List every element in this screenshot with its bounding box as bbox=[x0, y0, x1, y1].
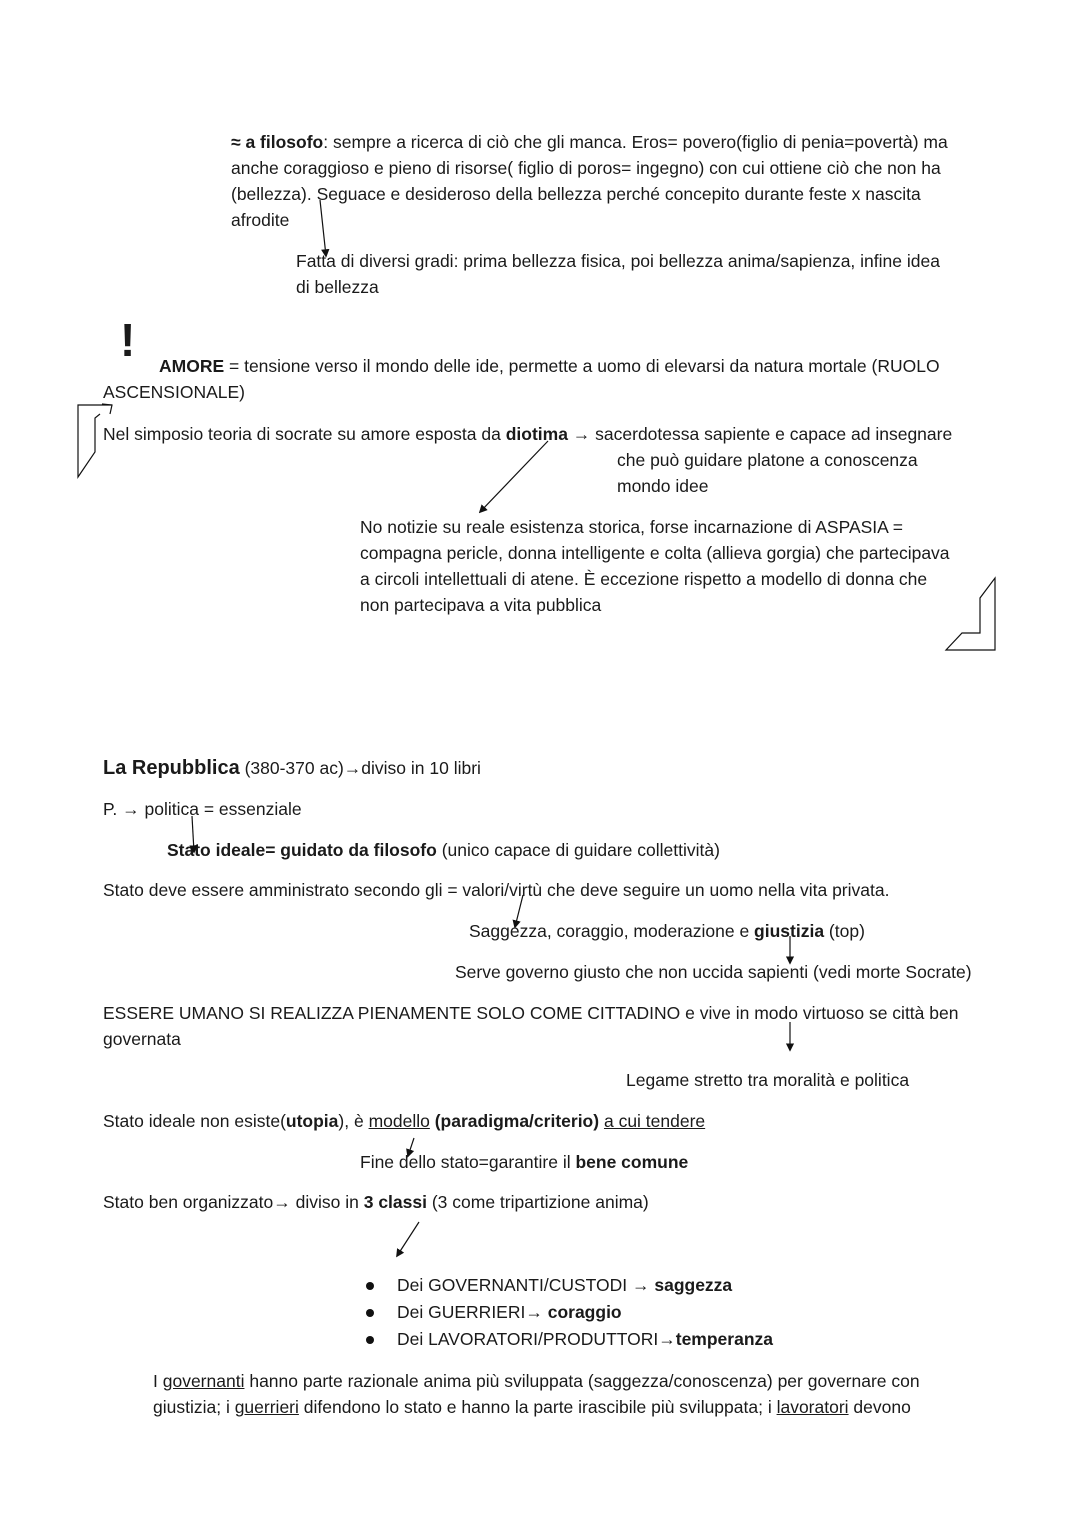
gradi-line-1: Fatta di diversi gradi: prima bellezza fisica, poi bellezza anima/sapienza, infine idea bbox=[296, 251, 940, 271]
essere-line-2: governata bbox=[103, 1029, 181, 1049]
aspasia-line-2: compagna pericle, donna intelligente e colta (allieva gorgia) che partecipava bbox=[360, 543, 950, 563]
corner-bracket-icon bbox=[946, 578, 995, 650]
bullet-icon bbox=[366, 1309, 374, 1317]
amministrato-line: Stato deve essere amministrato secondo gli = valori/virtù che deve seguire un uomo nella vita privata. bbox=[103, 880, 890, 900]
list-item: Dei LAVORATORI/PRODUTTORI→temperanza bbox=[397, 1329, 774, 1349]
stato-ideale-line: Stato ideale= guidato da filosofo (unico capace di guidare collettività) bbox=[167, 840, 720, 860]
virtu-line: Saggezza, coraggio, moderazione e giustizia (top) bbox=[469, 921, 865, 941]
aspasia-line-3: a circoli intellettuali di atene. È eccezione rispetto a modello di donna che bbox=[360, 569, 928, 589]
list-item: Dei GUERRIERI→ coraggio bbox=[397, 1302, 622, 1322]
legame-line: Legame stretto tra moralità e politica bbox=[626, 1070, 910, 1090]
politica-line: P. → politica = essenziale bbox=[103, 799, 302, 819]
eros-line-1: ≈ a filosofo: sempre a ricerca di ciò che gli manca. Eros= povero(figlio di penia=povertà) ma bbox=[231, 132, 948, 152]
eros-line-2: anche coraggioso e pieno di risorse( figlio di poros= ingegno) con cui ottiene ciò che non ha bbox=[231, 158, 941, 178]
eros-line-3: (bellezza). Seguace e desideroso della bellezza perché concepito durante feste x nascita bbox=[231, 184, 921, 204]
fine-stato-line: Fine dello stato=garantire il bene comune bbox=[360, 1152, 689, 1172]
finale-line-2: giustizia; i guerrieri difendono lo stato e hanno la parte irascibile più sviluppata; i lavoratori devono bbox=[153, 1397, 911, 1417]
arrow-icon bbox=[480, 441, 548, 512]
eros-line-4: afrodite bbox=[231, 210, 290, 230]
essere-line-1: ESSERE UMANO SI REALIZZA PIENAMENTE SOLO COME CITTADINO e vive in modo virtuoso se città ben bbox=[103, 1003, 959, 1023]
aspasia-line-4: non partecipava a vita pubblica bbox=[360, 595, 602, 615]
bullet-icon bbox=[366, 1282, 374, 1290]
corner-bracket-icon bbox=[102, 404, 112, 414]
list-item: Dei GOVERNANTI/CUSTODI → saggezza bbox=[397, 1275, 733, 1295]
repubblica-heading: La Repubblica (380-370 ac)→diviso in 10 libri bbox=[103, 757, 481, 779]
exclamation-mark: ! bbox=[120, 314, 136, 366]
diotima-line-2: che può guidare platone a conoscenza bbox=[617, 450, 918, 470]
bullet-icon bbox=[366, 1336, 374, 1344]
amore-line-2: ASCENSIONALE) bbox=[103, 382, 245, 402]
classi-line: Stato ben organizzato→ diviso in 3 classi (3 come tripartizione anima) bbox=[103, 1192, 649, 1212]
utopia-line: Stato ideale non esiste(utopia), è modello (paradigma/criterio) a cui tendere bbox=[103, 1111, 706, 1131]
governo-line: Serve governo giusto che non uccida sapienti (vedi morte Socrate) bbox=[455, 962, 972, 982]
arrow-icon bbox=[397, 1222, 419, 1256]
gradi-line-2: di bellezza bbox=[296, 277, 379, 297]
diotima-line-3: mondo idee bbox=[617, 476, 709, 496]
finale-line-1: I governanti hanno parte razionale anima più sviluppata (saggezza/conoscenza) per governare con bbox=[153, 1371, 920, 1391]
amore-line-1: AMORE = tensione verso il mondo delle ide, permette a uomo di elevarsi da natura mortale (RUOLO bbox=[159, 356, 940, 376]
diotima-line-1: Nel simposio teoria di socrate su amore esposta da diotima → sacerdotessa sapiente e capace ad insegnare bbox=[103, 424, 953, 444]
aspasia-line-1: No notizie su reale esistenza storica, forse incarnazione di ASPASIA = bbox=[360, 517, 903, 537]
